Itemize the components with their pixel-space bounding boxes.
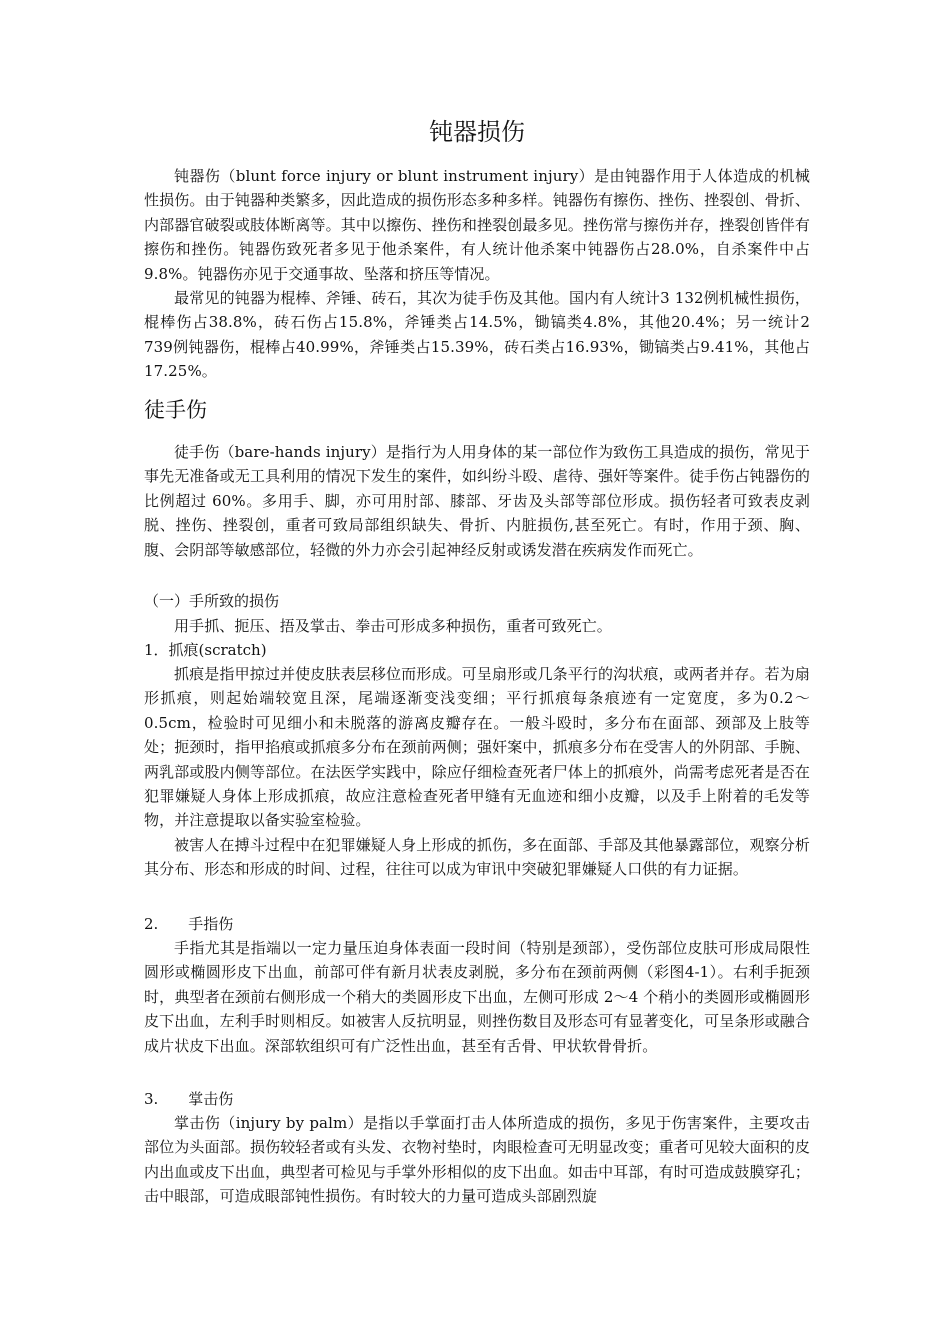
paragraph-hand-intro: 用手抓、扼压、捂及掌击、拳击可形成多种损伤，重者可致死亡。 xyxy=(174,617,612,635)
page-title: 钝器损伤 xyxy=(429,118,525,146)
section-heading-barehand: 徒手伤 xyxy=(144,398,207,422)
paragraph-scratch-evidence: 被害人在搏斗过程中在犯罪嫌疑人身上形成的抓伤，多在面部、手部及其他暴露部位，观察分析其分布、形态和形成的时间、过程，往往可以成为审讯中突破犯罪嫌疑人口供的有力证据。 xyxy=(144,835,810,879)
intro-section xyxy=(144,164,810,384)
paragraph-finger: 手指尤其是指端以一定力量压迫身体表面一段时间（特别是颈部），受伤部位皮肤可形成局限性圆形或椭圆形皮下出血，前部可伴有新月状表皮剥脱，多分布在颈前两侧（彩图4-1）。右利手扼颈时，典型者在颈前右侧形成一个稍大的类圆形皮下出血，左侧可形成 2～4 个稍小的类圆形或椭圆形皮下出血，左利手时则相反。如被害人反抗明显，则挫伤数目及形态可有显著变化，可呈条形或融合成片状皮下出血。深部软组织可有广泛性出血，甚至有舌骨、甲状软骨骨折。 xyxy=(144,939,810,1055)
item-heading-palm: 3. 掌击伤 xyxy=(144,1090,234,1108)
palm-section xyxy=(144,1111,810,1209)
item-heading-finger: 2. 手指伤 xyxy=(144,915,234,933)
scratch-section xyxy=(144,662,810,882)
paragraph-palm: 掌击伤（injury by palm）是指以手掌面打击人体所造成的损伤，多见于伤害案件，主要攻击部位为头面部。损伤较轻者或有头发、衣物衬垫时，肉眼检查可无明显改变；重者可见较大面积的皮内出血或皮下出血，典型者可检见与手掌外形相似的皮下出血。如击中耳部，有时可造成鼓膜穿孔；击中眼部，可造成眼部钝性损伤。有时较大的力量可造成头部剧烈旋 xyxy=(144,1114,810,1206)
paragraph-barehand: 徒手伤（bare-hands injury）是指行为人用身体的某一部位作为致伤工具造成的损伤，常见于事先无准备或无工具利用的情况下发生的案件，如纠纷斗殴、虐待、强奸等案件。徒手伤占钝器伤的比例超过 60%。多用手、脚，亦可用肘部、膝部、牙齿及头部等部位形成。损伤轻者可致表皮剥脱、挫伤、挫裂创，重者可致局部组织缺失、骨折、内脏损伤,甚至死亡。有时，作用于颈、胸、腹、会阴部等敏感部位，轻微的外力亦会引起神经反射或诱发潜在疾病发作而死亡。 xyxy=(144,443,810,559)
barehand-section xyxy=(144,440,810,562)
finger-section xyxy=(144,936,810,1058)
paragraph-statistics: 最常见的钝器为棍棒、斧锤、砖石，其次为徒手伤及其他。国内有人统计3 132例机械性损伤，棍棒伤占38.8%，砖石伤占15.8%，斧锤类占14.5%，锄镐类4.8%，其他20.4%；另一统计2 739例钝器伤，棍棒占40.99%，斧锤类占15.39%，砖石类占16.93%，锄镐类占9.41%，其他占17.25%。 xyxy=(144,289,810,381)
subsection-heading-hand: （一）手所致的损伤 xyxy=(144,592,280,610)
paragraph-scratch: 抓痕是指甲掠过并使皮肤表层移位而形成。可呈扇形或几条平行的沟状痕，或两者并存。若为扇形抓痕，则起始端较宽且深，尾端逐渐变浅变细；平行抓痕每条痕迹有一定宽度，多为0.2～0.5cm，检验时可见细小和未脱落的游离皮瓣存在。一般斗殴时，多分布在面部、颈部及上肢等处；扼颈时，指甲掐痕或抓痕多分布在颈前两侧；强奸案中，抓痕多分布在受害人的外阴部、手腕、两乳部或股内侧等部位。在法医学实践中，除应仔细检查死者尸体上的抓痕外，尚需考虑死者是否在犯罪嫌疑人身体上形成抓痕，故应注意检查死者甲缝有无血迹和细小皮瓣，以及手上附着的毛发等物，并注意提取以备实验室检验。 xyxy=(144,665,810,830)
hand-section xyxy=(144,614,810,638)
paragraph-intro: 钝器伤（blunt force injury or blunt instrument injury）是由钝器作用于人体造成的机械性损伤。由于钝器种类繁多，因此造成的损伤形态多种多样。钝器伤有擦伤、挫伤、挫裂创、骨折、内部器官破裂或肢体断离等。其中以擦伤、挫伤和挫裂创最多见。挫伤常与擦伤并存，挫裂创皆伴有擦伤和挫伤。钝器伤致死者多见于他杀案件，有人统计他杀案中钝器伤占28.0%，自杀案件中占9.8%。钝器伤亦见于交通事故、坠落和挤压等情况。 xyxy=(144,167,810,283)
item-heading-scratch: 1．抓痕(scratch) xyxy=(144,641,267,659)
